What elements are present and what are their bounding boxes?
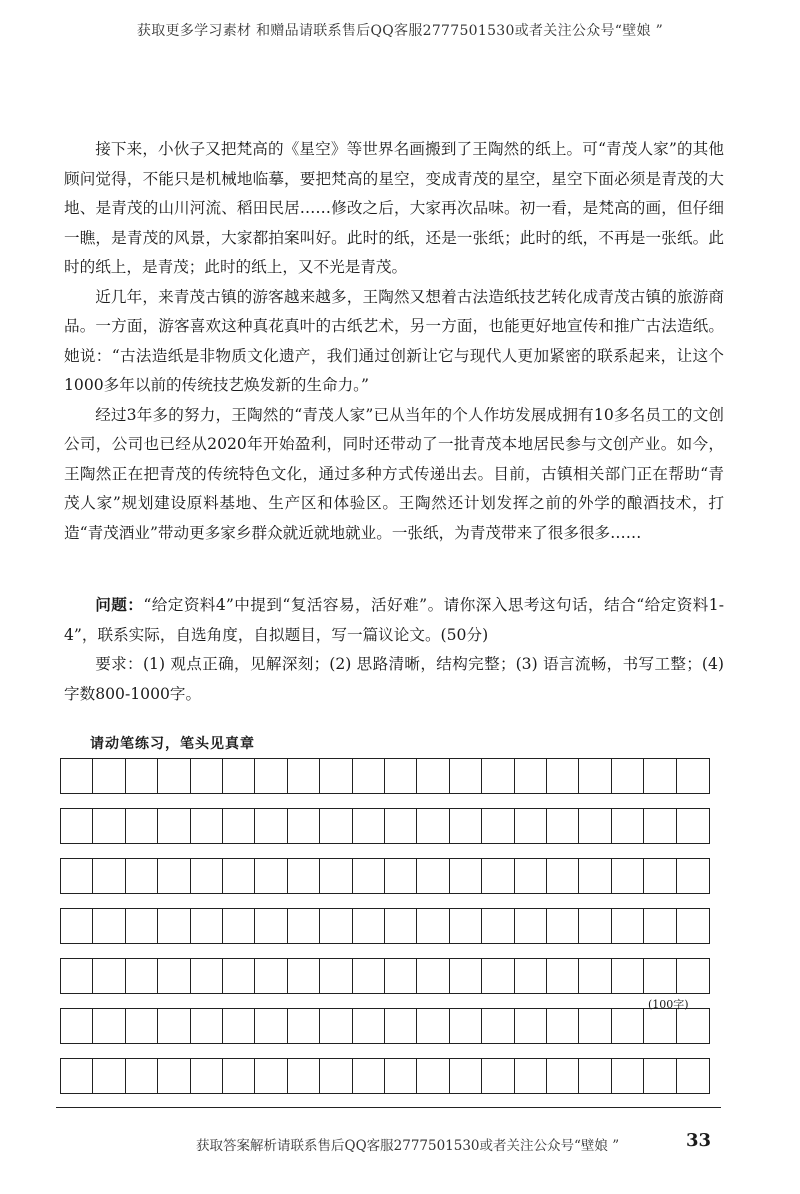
grid-cell[interactable]: [158, 959, 190, 993]
grid-cell[interactable]: [191, 1059, 223, 1093]
grid-cell[interactable]: [255, 809, 287, 843]
grid-cell[interactable]: [579, 959, 611, 993]
question-prompt: [64, 590, 724, 650]
grid-row: [60, 1058, 710, 1094]
grid-cell[interactable]: [61, 1059, 93, 1093]
grid-cell[interactable]: [191, 809, 223, 843]
grid-cell[interactable]: [223, 1059, 255, 1093]
grid-cell[interactable]: [385, 759, 417, 793]
grid-cell[interactable]: [644, 1009, 676, 1043]
grid-cell[interactable]: [482, 809, 514, 843]
grid-cell[interactable]: [320, 759, 352, 793]
grid-cell[interactable]: [547, 959, 579, 993]
grid-cell[interactable]: [126, 859, 158, 893]
grid-cell[interactable]: [320, 909, 352, 943]
grid-cell[interactable]: [320, 1059, 352, 1093]
grid-cell[interactable]: [126, 809, 158, 843]
grid-cell[interactable]: [547, 859, 579, 893]
grid-cell[interactable]: [547, 1009, 579, 1043]
grid-cell[interactable]: [579, 759, 611, 793]
grid-cell[interactable]: [255, 759, 287, 793]
grid-cell[interactable]: [482, 859, 514, 893]
writing-grid[interactable]: [60, 758, 710, 1108]
grid-cell[interactable]: [450, 959, 482, 993]
grid-row: [60, 1008, 710, 1044]
grid-cell[interactable]: [93, 859, 125, 893]
grid-cell[interactable]: [288, 909, 320, 943]
grid-cell[interactable]: [223, 909, 255, 943]
grid-cell[interactable]: [288, 809, 320, 843]
grid-cell[interactable]: [126, 959, 158, 993]
grid-cell[interactable]: [61, 959, 93, 993]
grid-cell[interactable]: [417, 859, 449, 893]
grid-cell[interactable]: [61, 1009, 93, 1043]
grid-cell[interactable]: [255, 859, 287, 893]
grid-cell[interactable]: [515, 759, 547, 793]
grid-cell[interactable]: [482, 1009, 514, 1043]
grid-cell[interactable]: [482, 909, 514, 943]
grid-cell[interactable]: [126, 1009, 158, 1043]
grid-cell[interactable]: [515, 1059, 547, 1093]
grid-cell[interactable]: [450, 859, 482, 893]
grid-cell[interactable]: [93, 1059, 125, 1093]
grid-cell[interactable]: [579, 809, 611, 843]
grid-cell[interactable]: [417, 959, 449, 993]
footer-divider: [56, 1107, 721, 1108]
grid-cell[interactable]: [644, 859, 676, 893]
grid-cell[interactable]: [288, 859, 320, 893]
grid-cell[interactable]: [515, 909, 547, 943]
grid-cell[interactable]: [126, 1059, 158, 1093]
grid-cell[interactable]: [547, 809, 579, 843]
grid-cell[interactable]: [677, 1009, 709, 1043]
grid-cell[interactable]: [353, 759, 385, 793]
grid-cell[interactable]: [450, 1009, 482, 1043]
grid-cell[interactable]: [385, 809, 417, 843]
page-number: 33: [686, 1130, 712, 1151]
grid-cell[interactable]: [93, 909, 125, 943]
grid-row: [60, 858, 710, 894]
grid-cell[interactable]: [677, 759, 709, 793]
grid-cell[interactable]: [223, 859, 255, 893]
paragraph: 接下来，小伙子又把梵高的《星空》等世界名画搬到了王陶然的纸上。可“青茂人家”的其他顾问觉得，不能只是机械地临摹，要把梵高的星空，变成青茂的星空，星空下面必须是青茂的大地、是青茂的山川河流、稻田民居……修改之后，大家再次品味。初一看，是梵高的画，但仔细一瞧，是青茂的风景，大家都拍案叫好。此时的纸，还是一张纸；此时的纸，不再是一张纸。此时的纸上，是青茂；此时的纸上，又不光是青茂。: [64, 140, 724, 276]
grid-cell[interactable]: [255, 1009, 287, 1043]
grid-cell[interactable]: [255, 909, 287, 943]
grid-cell[interactable]: [320, 809, 352, 843]
grid-cell[interactable]: [93, 959, 125, 993]
question-requirements: 要求：(1) 观点正确，见解深刻；(2) 思路清晰，结构完整；(3) 语言流畅，书写工整；(4) 字数800-1000字。: [64, 655, 724, 703]
grid-cell[interactable]: [515, 809, 547, 843]
grid-cell[interactable]: [61, 759, 93, 793]
grid-cell[interactable]: [450, 759, 482, 793]
practice-label: 请动笔练习，笔头见真章: [90, 736, 255, 752]
header-note: 获取更多学习素材 和赠品请联系售后QQ客服2777501530或者关注公众号“壁娘 ”: [136, 23, 664, 39]
grid-cell[interactable]: [255, 959, 287, 993]
grid-cell[interactable]: [612, 809, 644, 843]
grid-cell[interactable]: [612, 1009, 644, 1043]
grid-cell[interactable]: [547, 1059, 579, 1093]
grid-cell[interactable]: [158, 759, 190, 793]
question-label: 问题：: [95, 595, 144, 614]
grid-cell[interactable]: [385, 959, 417, 993]
grid-cell[interactable]: [353, 859, 385, 893]
grid-cell[interactable]: [320, 859, 352, 893]
grid-cell[interactable]: [191, 959, 223, 993]
grid-cell[interactable]: [223, 759, 255, 793]
grid-cell[interactable]: [158, 1059, 190, 1093]
grid-cell[interactable]: [579, 859, 611, 893]
grid-cell[interactable]: [579, 1059, 611, 1093]
grid-cell[interactable]: [515, 959, 547, 993]
grid-cell[interactable]: [579, 909, 611, 943]
paragraph: 近几年，来青茂古镇的游客越来越多，王陶然又想着古法造纸技艺转化成青茂古镇的旅游商品。一方面，游客喜欢这种真花真叶的古纸艺术，另一方面，也能更好地宣传和推广古法造纸。她说：“古法造纸是非物质文化遗产，我们通过创新让它与现代人更加紧密的联系起来，让这个1000多年以前的传统技艺焕发新的生命力。”: [64, 287, 724, 394]
grid-cell[interactable]: [644, 759, 676, 793]
grid-cell[interactable]: [191, 909, 223, 943]
grid-cell[interactable]: [417, 1059, 449, 1093]
grid-cell[interactable]: [353, 1009, 385, 1043]
grid-cell[interactable]: [93, 809, 125, 843]
grid-cell[interactable]: [677, 909, 709, 943]
grid-cell[interactable]: [515, 859, 547, 893]
grid-cell[interactable]: [158, 909, 190, 943]
grid-cell[interactable]: [482, 1059, 514, 1093]
grid-cell[interactable]: [417, 809, 449, 843]
grid-cell[interactable]: [677, 959, 709, 993]
grid-cell[interactable]: [158, 859, 190, 893]
grid-cell[interactable]: [288, 1059, 320, 1093]
grid-cell[interactable]: [450, 1059, 482, 1093]
grid-cell[interactable]: [61, 809, 93, 843]
grid-cell[interactable]: [385, 1009, 417, 1043]
grid-cell[interactable]: [223, 1009, 255, 1043]
grid-cell[interactable]: [515, 1009, 547, 1043]
grid-cell[interactable]: [677, 809, 709, 843]
grid-cell[interactable]: [158, 809, 190, 843]
grid-cell[interactable]: [191, 759, 223, 793]
grid-row: [60, 908, 710, 944]
grid-cell[interactable]: [93, 759, 125, 793]
grid-cell[interactable]: [612, 909, 644, 943]
grid-cell[interactable]: [93, 1009, 125, 1043]
grid-cell[interactable]: [353, 809, 385, 843]
paragraph: 经过3年多的努力，王陶然的“青茂人家”已从当年的个人作坊发展成拥有10多名员工的文创公司，公司也已经从2020年开始盈利，同时还带动了一批青茂本地居民参与文创产业。如今，王陶然正在把青茂的传统特色文化，通过多种方式传递出去。目前，古镇相关部门正在帮助“青茂人家”规划建设原料基地、生产区和体验区。王陶然还计划发挥之前的外学的酿酒技术，打造“青茂酒业”带动更多家乡群众就近就地就业。一张纸，为青茂带来了很多很多……: [64, 405, 724, 542]
grid-cell[interactable]: [677, 859, 709, 893]
question-text: “给定资料4”中提到“复活容易，活好难”。请你深入思考这句话，结合“给定资料1-4”，联系实际，自选角度，自拟题目，写一篇议论文。(50分): [64, 596, 724, 644]
grid-cell[interactable]: [191, 1009, 223, 1043]
grid-cell[interactable]: [644, 1059, 676, 1093]
grid-cell[interactable]: [385, 1059, 417, 1093]
grid-cell[interactable]: [158, 1009, 190, 1043]
grid-cell[interactable]: [612, 859, 644, 893]
grid-cell[interactable]: [288, 759, 320, 793]
grid-cell[interactable]: [644, 959, 676, 993]
grid-cell[interactable]: [417, 1009, 449, 1043]
grid-cell[interactable]: [385, 859, 417, 893]
grid-cell[interactable]: [191, 859, 223, 893]
grid-cell[interactable]: [677, 1059, 709, 1093]
word-count-mark: (100字): [648, 998, 689, 1011]
grid-cell[interactable]: [482, 759, 514, 793]
grid-cell[interactable]: [385, 909, 417, 943]
question-block: [64, 590, 724, 709]
grid-cell[interactable]: [61, 909, 93, 943]
grid-cell[interactable]: [547, 759, 579, 793]
grid-cell[interactable]: [320, 1009, 352, 1043]
grid-cell[interactable]: [482, 959, 514, 993]
grid-cell[interactable]: [547, 909, 579, 943]
grid-cell[interactable]: [126, 909, 158, 943]
grid-cell[interactable]: [288, 1009, 320, 1043]
grid-cell[interactable]: [320, 959, 352, 993]
grid-row: [60, 808, 710, 844]
grid-cell[interactable]: [126, 759, 158, 793]
grid-cell[interactable]: [353, 1059, 385, 1093]
grid-cell[interactable]: [417, 759, 449, 793]
grid-cell[interactable]: [612, 759, 644, 793]
grid-cell[interactable]: [61, 859, 93, 893]
grid-cell[interactable]: [223, 809, 255, 843]
grid-cell[interactable]: [612, 959, 644, 993]
grid-cell[interactable]: [450, 809, 482, 843]
grid-cell[interactable]: [223, 959, 255, 993]
material-text: [64, 135, 724, 548]
grid-row: [60, 958, 710, 994]
footer-note: 获取答案解析请联系售后QQ客服2777501530或者关注公众号“壁娘 ”: [196, 1138, 620, 1154]
grid-cell[interactable]: [417, 909, 449, 943]
grid-cell[interactable]: [579, 1009, 611, 1043]
grid-cell[interactable]: [353, 959, 385, 993]
grid-cell[interactable]: [450, 909, 482, 943]
grid-cell[interactable]: [612, 1059, 644, 1093]
grid-cell[interactable]: [644, 909, 676, 943]
grid-row: [60, 758, 710, 794]
grid-cell[interactable]: [288, 959, 320, 993]
grid-cell[interactable]: [353, 909, 385, 943]
grid-cell[interactable]: [644, 809, 676, 843]
grid-cell[interactable]: [255, 1059, 287, 1093]
